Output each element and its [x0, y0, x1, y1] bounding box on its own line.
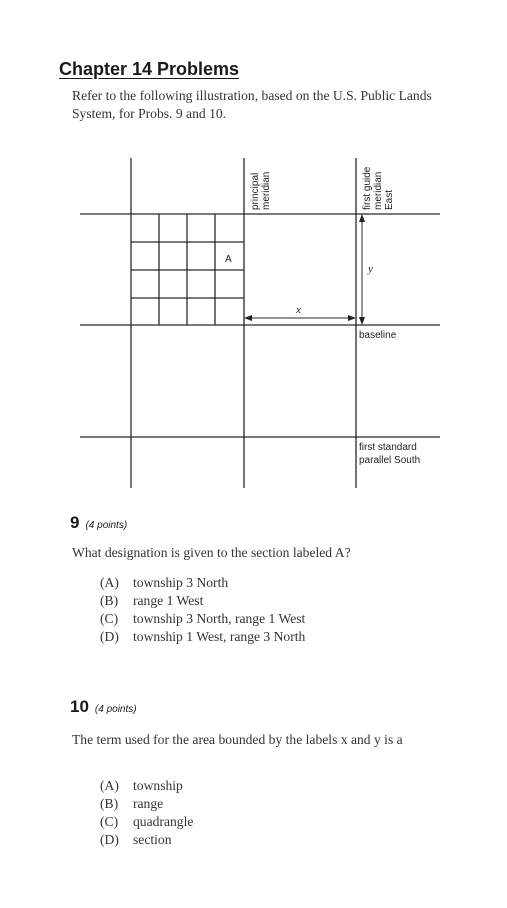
- guide-meridian-label: [362, 166, 395, 210]
- x-label: x: [296, 304, 301, 316]
- question-9-heading: [70, 513, 127, 533]
- option-item: (C) township 3 North, range 1 West: [100, 611, 306, 626]
- question-number: 9: [70, 513, 80, 532]
- svg-text:first guide: first guide: [362, 166, 373, 210]
- y-arrow-top: [359, 214, 365, 222]
- question-points: (4 points): [85, 520, 128, 531]
- x-arrow-right: [348, 315, 356, 321]
- y-arrow-bottom: [359, 317, 365, 325]
- question-10-text: The term used for the area bounded by the labels x and y is a: [72, 732, 403, 747]
- intro-text: Refer to the following illustration, based on the U.S. Public Lands System, for Probs. 9 and 10.: [72, 88, 432, 121]
- baseline-label: baseline: [359, 330, 397, 341]
- svg-text:meridian: meridian: [261, 171, 272, 210]
- question-points: (4 points): [94, 704, 137, 715]
- svg-text:meridian: meridian: [373, 171, 384, 210]
- option-item: (B) range 1 West: [100, 593, 204, 608]
- question-number: 10: [70, 697, 89, 716]
- standard-parallel-label-1: first standard: [359, 442, 417, 453]
- svg-text:principal: principal: [250, 172, 261, 210]
- principal-meridian-label: [250, 172, 272, 210]
- option-item: (A) township 3 North: [100, 575, 229, 590]
- question-9-text: What designation is given to the section labeled A?: [72, 545, 351, 560]
- option-item: (D) township 1 West, range 3 North: [100, 629, 306, 644]
- y-label: y: [368, 263, 373, 275]
- option-item: (C) quadrangle: [100, 814, 194, 829]
- option-item: (A) township: [100, 778, 183, 793]
- question-10-heading: [70, 697, 137, 717]
- x-arrow-left: [244, 315, 252, 321]
- svg-text:East: East: [384, 189, 395, 210]
- option-item: (D) section: [100, 832, 172, 847]
- standard-parallel-label-2: parallel South: [359, 455, 421, 466]
- section-a-label: A: [225, 254, 232, 265]
- question-10-options: [100, 777, 193, 849]
- question-9-options: [100, 574, 305, 646]
- chapter-title: Chapter 14 Problems: [59, 59, 240, 79]
- option-item: (B) range: [100, 796, 164, 811]
